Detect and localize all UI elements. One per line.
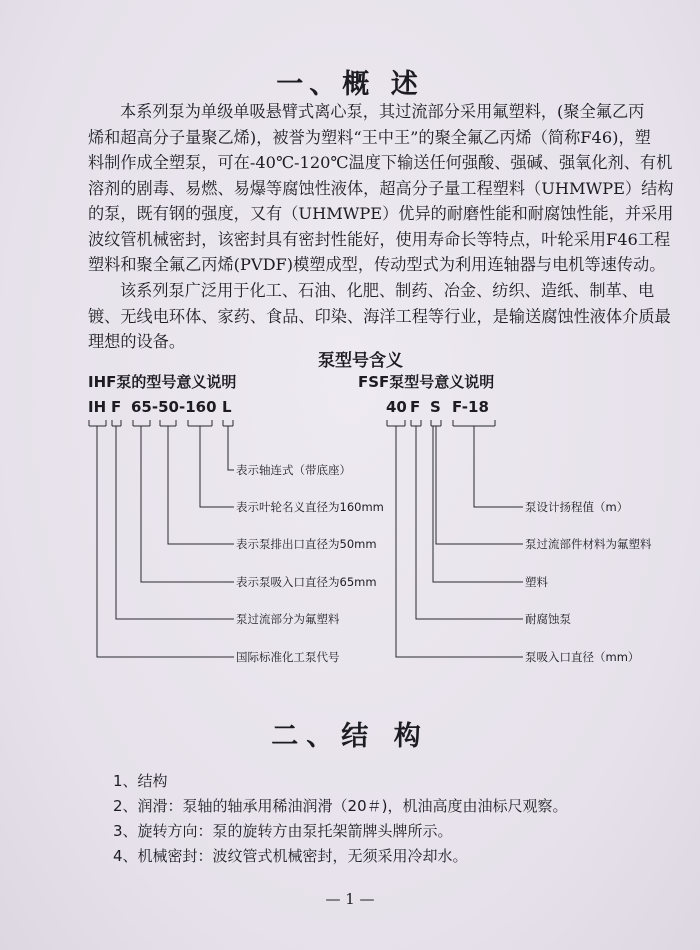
fsf-bracket-f	[411, 420, 421, 426]
fsf-code-s: S	[430, 398, 441, 416]
ihf-bracket-f	[112, 420, 121, 426]
para1-line: 波纹管机械密封，该密封具有密封性能好，使用寿命长等特点，叶轮采用F46工程	[88, 229, 671, 249]
ihf-label-coupled: 表示轴连式（带底座）	[236, 463, 351, 477]
ihf-title: IHF泵的型号意义说明	[88, 373, 237, 391]
ihf-code-size: 65-50-160	[131, 398, 217, 416]
fsf-label-inlet: 泵吸入口直径（mm）	[525, 650, 640, 664]
ihf-label-standard: 国际标准化工泵代号	[236, 650, 340, 664]
fsf-title: FSF泵型号意义说明	[358, 373, 495, 391]
para2-line: 理想的设备。	[88, 332, 186, 351]
para2-line: 镀、无线电环体、家药、食品、印染、海洋工程等行业，是输送腐蚀性液体介质最	[88, 306, 671, 326]
section1-heading: 一、概 述	[276, 69, 424, 100]
seal-item: 4、机械密封：波纹管式机械密封，无须采用冷却水。	[113, 847, 468, 865]
fsf-leader-f	[416, 426, 523, 619]
ihf-code-f: F	[111, 398, 122, 416]
fsf-leader-s2	[433, 426, 523, 582]
fsf-code-f: F	[410, 398, 421, 416]
page-number: — 1 —	[325, 890, 375, 908]
ihf-code-l: L	[222, 398, 232, 416]
para1-line: 溶剂的剧毒、易燃、易爆等腐蚀性液体，超高分子量工程塑料（UHMWPE）结构	[88, 178, 674, 198]
rotation-item: 3、旋转方向：泵的旋转方由泵托架箭牌头牌所示。	[113, 822, 453, 840]
para1-line: 的泵，既有钢的强度，又有（UHMWPE）优异的耐磨性能和耐腐蚀性能，并采用	[88, 204, 674, 223]
fsf-code-40: 40	[386, 398, 407, 416]
ihf-label-outlet: 表示泵排出口直径为50mm	[236, 537, 377, 551]
fsf-bracket-40	[387, 420, 405, 426]
fsf-leader-f18	[474, 426, 523, 507]
model-meaning-title: 泵型号含义	[318, 351, 403, 371]
para1-line: 本系列泵为单级单吸悬臂式离心泵，其过流部分采用氟塑料，(聚全氟乙丙	[120, 102, 645, 121]
para1-line: 料制作成全塑泵，可在-40℃-120℃温度下输送任何强酸、强碱、强氧化剂、有机	[88, 153, 673, 172]
ihf-bracket-ih	[89, 420, 106, 426]
ihf-bracket-l	[223, 420, 233, 426]
ihf-leader-160	[200, 426, 234, 507]
ihf-code-ih: IH	[88, 398, 107, 416]
fsf-label-plastic: 塑料	[525, 575, 548, 589]
fsf-leader-s	[436, 426, 523, 544]
ihf-leader-50	[168, 426, 234, 544]
ihf-label-impeller: 表示叶轮名义直径为160mm	[236, 500, 384, 514]
ihf-bracket-65	[133, 420, 150, 426]
para1-line: 塑料和聚全氟乙丙烯(PVDF)模塑成型，传动型式为利用连轴器与电机等速传动。	[88, 255, 666, 274]
section2-heading: 二、结 构	[271, 721, 429, 752]
para1-line: 烯和超高分子量聚乙烯)，被誉为塑料“王中王”的聚全氟乙丙烯（简称F46)，塑	[88, 127, 651, 147]
ihf-leader-l	[228, 426, 234, 470]
ihf-leader-f	[116, 426, 234, 619]
fsf-label-material: 泵过流部件材料为氟塑料	[525, 537, 652, 551]
ihf-leader-ih	[97, 426, 234, 657]
ihf-label-material: 泵过流部分为氟塑料	[236, 612, 340, 626]
fsf-code-f18: F-18	[452, 398, 489, 416]
fsf-leader-40	[396, 426, 523, 657]
lubrication-item: 2、润滑：泵轴的轴承用稀油润滑（20＃)，机油高度由油标尺观察。	[113, 797, 568, 815]
ihf-bracket-160	[188, 420, 212, 426]
fsf-bracket-s	[431, 420, 441, 426]
para2-line: 该系列泵广泛用于化工、石油、化肥、制药、冶金、纺织、造纸、制革、电	[120, 281, 655, 300]
fsf-label-corrosion: 耐腐蚀泵	[525, 612, 571, 626]
structure-item: 1、结构	[113, 772, 168, 790]
fsf-label-head: 泵设计扬程值（m）	[525, 500, 629, 514]
ihf-leader-65	[141, 426, 234, 582]
ihf-label-inlet: 表示泵吸入口直径为65mm	[236, 575, 377, 589]
fsf-bracket-f18	[453, 420, 495, 426]
ihf-bracket-50	[160, 420, 176, 426]
